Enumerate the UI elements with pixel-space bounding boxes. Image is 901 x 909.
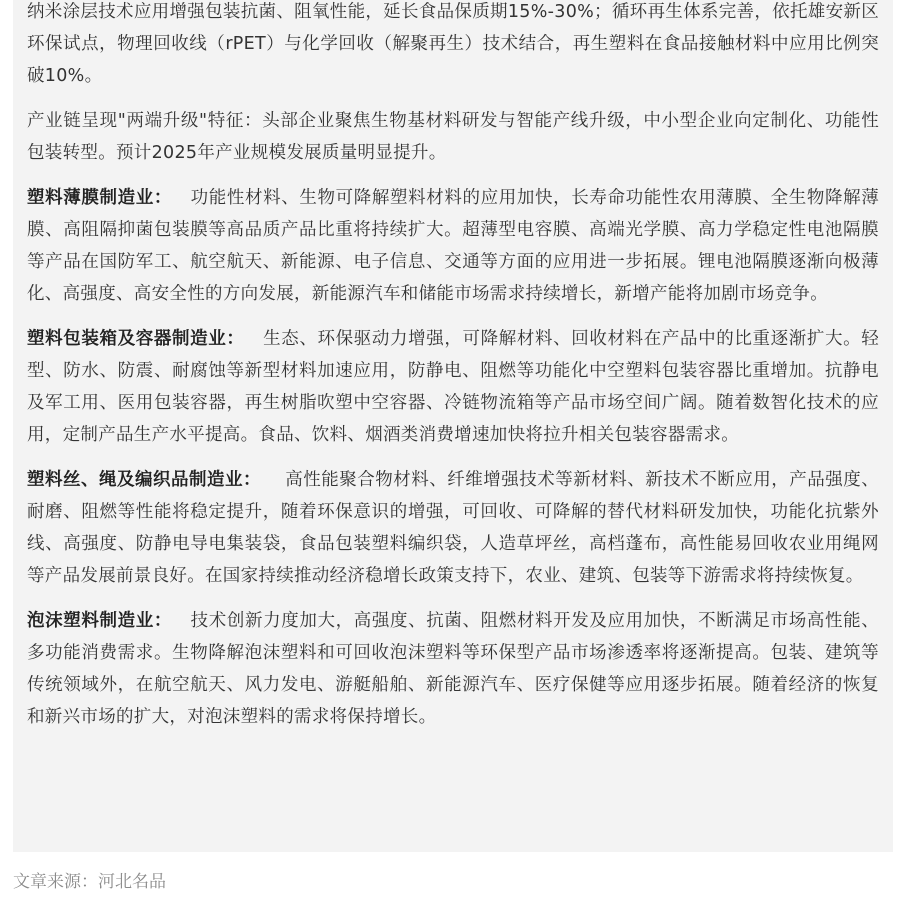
article-paragraph-2: [27, 105, 879, 169]
article-paragraph-woven: [27, 464, 879, 592]
article-paragraph-film: [27, 182, 879, 310]
section-heading: 塑料包装箱及容器制造业：: [27, 329, 245, 349]
paragraph-text: 高性能聚合物材料、纤维增强技术等新材料、新技术不断应用，产品强度、耐磨、阻燃等性能将稳定提升，随着环保意识的增强，可回收、可降解的替代材料研发加快，功能化抗紫外线、高强度、防静电导电集装袋，食品包装塑料编织袋，人造草坪丝，高档蓬布，高性能易回收农业用绳网等产品发展前景良好。在国家持续推动经济稳增长政策支持下，农业、建筑、包装等下游需求将持续恢复。: [27, 470, 879, 586]
paragraph-text: 纳米涂层技术应用增强包装抗菌、阻氧性能，延长食品保质期15%-30%；循环再生体系完善，依托雄安新区环保试点，物理回收线（rPET）与化学回收（解聚再生）技术结合，再生塑料在食品接触材料中应用比例突破10%。: [27, 2, 879, 86]
section-heading: 塑料薄膜制造业：: [27, 188, 172, 208]
paragraph-text: 功能性材料、生物可降解塑料材料的应用加快，长寿命功能性农用薄膜、全生物降解薄膜、高阻隔抑菌包装膜等高品质产品比重将持续扩大。超薄型电容膜、高端光学膜、高力学稳定性电池隔膜等产品在国防军工、航空航天、新能源、电子信息、交通等方面的应用进一步拓展。锂电池隔膜逐渐向极薄化、高强度、高安全性的方向发展，新能源汽车和储能市场需求持续增长，新增产能将加剧市场竞争。: [27, 188, 879, 304]
paragraph-text: 技术创新力度加大，高强度、抗菌、阻燃材料开发及应用加快，不断满足市场高性能、多功能消费需求。生物降解泡沫塑料和可回收泡沫塑料等环保型产品市场渗透率将逐渐提高。包装、建筑等传统领域外，在航空航天、风力发电、游艇船舶、新能源汽车、医疗保健等应用逐步拓展。随着经济的恢复和新兴市场的扩大，对泡沫塑料的需求将保持增长。: [27, 611, 879, 727]
article-paragraph-containers: [27, 323, 879, 451]
section-heading: 塑料丝、绳及编织品制造业：: [27, 470, 261, 490]
article-paragraph-1: [27, 0, 879, 92]
article-source: 文章来源：河北名品: [13, 872, 166, 892]
article-paragraph-foam: [27, 605, 879, 733]
section-heading: 泡沫塑料制造业：: [27, 611, 172, 631]
paragraph-text: 产业链呈现"两端升级"特征：头部企业聚焦生物基材料研发与智能产线升级，中小型企业向定制化、功能性包装转型。预计2025年产业规模发展质量明显提升。: [27, 111, 879, 163]
article-content: [13, 0, 893, 852]
paragraph-text: 生态、环保驱动力增强，可降解材料、回收材料在产品中的比重逐渐扩大。轻型、防水、防震、耐腐蚀等新型材料加速应用，防静电、阻燃等功能化中空塑料包装容器比重增加。抗静电及军工用、医用包装容器，再生树脂吹塑中空容器、冷链物流箱等产品市场空间广阔。随着数智化技术的应用，定制产品生产水平提高。食品、饮料、烟酒类消费增速加快将拉升相关包装容器需求。: [27, 329, 879, 445]
